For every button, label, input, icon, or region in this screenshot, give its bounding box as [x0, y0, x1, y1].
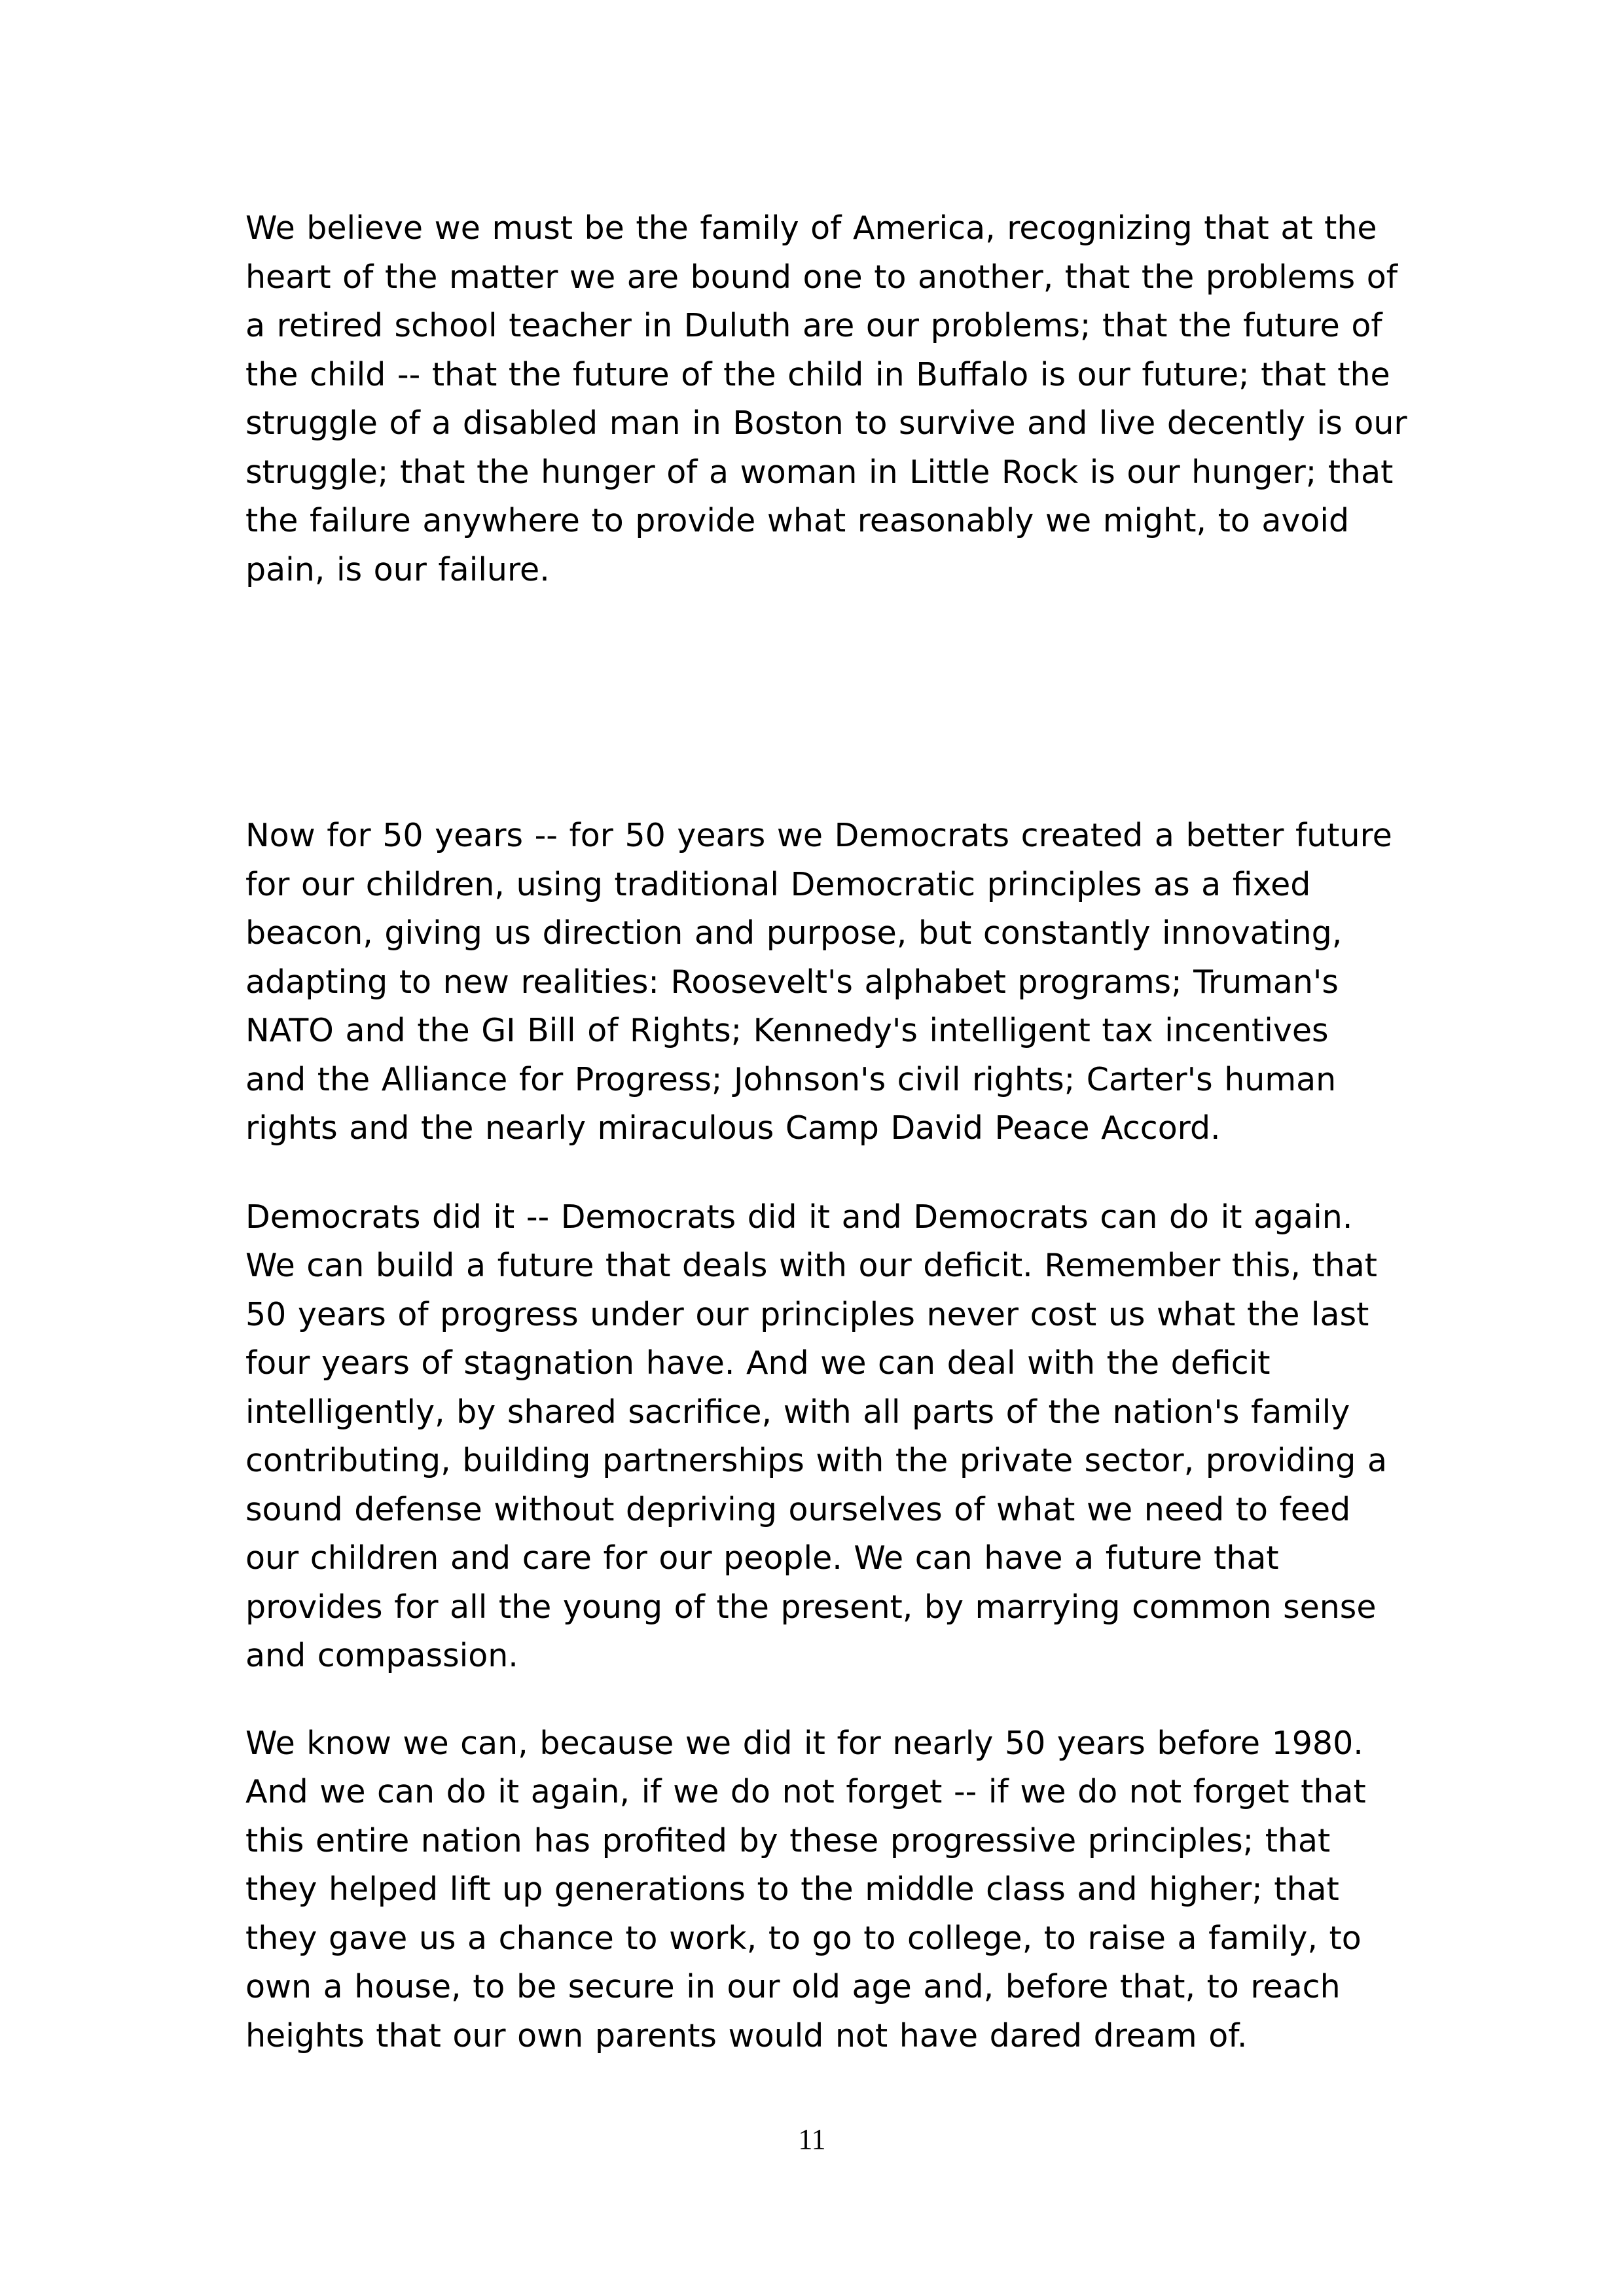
text-line: provides for all the young of the present, by marrying common sense — [245, 1588, 1377, 1626]
page-number: 11 — [798, 2123, 826, 2155]
text-line: And we can do it again, if we do not forget -- if we do not forget that — [245, 1773, 1366, 1810]
text-line: adapting to new realities: Roosevelt's alphabet programs; Truman's — [245, 963, 1339, 1001]
text-line: We believe we must be the family of America, recognizing that at the — [245, 209, 1377, 247]
text-line: rights and the nearly miraculous Camp David Peace Accord. — [245, 1109, 1221, 1147]
text-line: NATO and the GI Bill of Rights; Kennedy's intelligent tax incentives — [245, 1012, 1329, 1049]
text-line: our children and care for our people. We can have a future that — [245, 1539, 1279, 1577]
page-body-text — [245, 204, 1407, 2060]
text-line: pain, is our failure. — [245, 550, 550, 588]
text-line: own a house, to be secure in our old age and, before that, to reach — [245, 1968, 1341, 2005]
text-line: heart of the matter we are bound one to another, that the problems of — [245, 258, 1398, 296]
text-line: for our children, using traditional Democratic principles as a fixed — [245, 865, 1311, 903]
text-line: sound defense without depriving ourselves of what we need to feed — [245, 1490, 1351, 1528]
text-line: Now for 50 years -- for 50 years we Democrats created a better future — [245, 817, 1392, 854]
text-line: and compassion. — [245, 1637, 518, 1674]
page-footer — [0, 2125, 1624, 2154]
text-line: they helped lift up generations to the middle class and higher; that — [245, 1871, 1339, 1908]
text-line: struggle; that the hunger of a woman in Little Rock is our hunger; that — [245, 453, 1394, 491]
text-line: a retired school teacher in Duluth are our problems; that the future of — [245, 307, 1382, 344]
text-line: 50 years of progress under our principles never cost us what the last — [245, 1295, 1369, 1333]
text-line: intelligently, by shared sacrifice, with all parts of the nation's family — [245, 1393, 1350, 1431]
text-line: four years of stagnation have. And we can deal with the deficit — [245, 1344, 1271, 1382]
text-line: they gave us a chance to work, to go to college, to raise a family, to — [245, 1919, 1362, 1957]
text-line: struggle of a disabled man in Boston to survive and live decently is our — [245, 404, 1407, 442]
text-line: contributing, building partnerships with the private sector, providing a — [245, 1442, 1388, 1479]
text-line: beacon, giving us direction and purpose, but constantly innovating, — [245, 914, 1343, 952]
text-line: We know we can, because we did it for nearly 50 years before 1980. — [245, 1724, 1363, 1762]
paragraph-50-years-democrats — [245, 812, 1392, 1153]
text-line: this entire nation has profited by these progressive principles; that — [245, 1821, 1331, 1859]
paragraph-family-of-america — [245, 204, 1407, 594]
text-line: and the Alliance for Progress; Johnson's civil rights; Carter's human — [245, 1060, 1337, 1098]
paragraph-we-know-we-can — [245, 1719, 1384, 2061]
paragraph-democrats-did-it — [245, 1193, 1388, 1681]
text-line: the child -- that the future of the child in Buffalo is our future; that the — [245, 355, 1390, 393]
text-line: the failure anywhere to provide what reasonably we might, to avoid — [245, 502, 1350, 539]
text-line: We can build a future that deals with our deficit. Remember this, that — [245, 1247, 1377, 1284]
text-line: heights that our own parents would not have dared dream of. — [245, 2017, 1248, 2054]
text-line: Democrats did it -- Democrats did it and Democrats can do it again. — [245, 1198, 1353, 1236]
